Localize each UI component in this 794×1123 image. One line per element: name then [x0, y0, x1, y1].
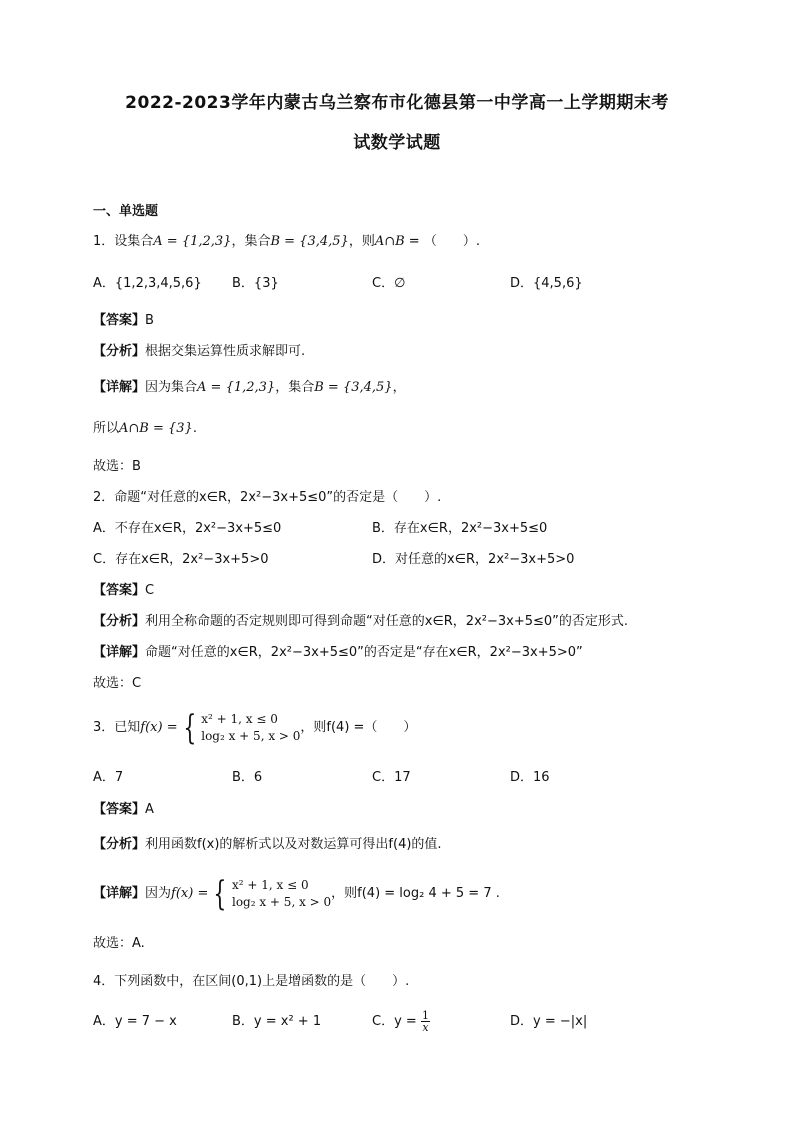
q1-option-b: B．{3} — [232, 276, 279, 291]
q3-answer-value: A — [145, 802, 154, 817]
q4-option-a: A．y = 7 − x — [93, 1014, 177, 1029]
left-brace: { — [213, 873, 227, 914]
q1-analysis-text: 根据交集运算性质求解即可. — [145, 344, 306, 359]
detail-tag: 【详解】 — [93, 645, 146, 660]
q4-stem: 4．下列函数中，在区间(0,1)上是增函数的是（ ）. — [93, 974, 410, 989]
answer-tag: 【答案】 — [93, 583, 146, 598]
q2-answer — [93, 581, 154, 601]
q4-option-d: D．y = −|x| — [510, 1014, 588, 1029]
q1-option-d: D．{4,5,6} — [510, 276, 583, 291]
q1-detail-mid: ，集合 — [275, 380, 315, 395]
q2-option-b: B．存在x∈R，2x²−3x+5≤0 — [372, 521, 548, 536]
q2-option-d: D．对任意的x∈R，2x²−3x+5>0 — [372, 552, 575, 567]
q1-stem-end: = （ ）. — [404, 234, 480, 249]
q1-setB: B = {3,4,5} — [270, 234, 349, 249]
q1-therefore-expr: A∩B = {3} — [119, 421, 193, 436]
q3-detail-case1: x² + 1, x ≤ 0 — [231, 877, 309, 892]
q2-detail-text: 命题“对任意的x∈R，2x²−3x+5≤0”的否定是“存在x∈R，2x²−3x+5>0” — [145, 645, 583, 660]
q1-analysis — [93, 342, 305, 362]
q3-detail-cases — [232, 877, 331, 911]
q1-therefore-end: . — [192, 421, 197, 436]
q1-detail — [93, 378, 406, 398]
q1-detail-setA: A = {1,2,3} — [197, 380, 276, 395]
q3-detail-post: ，则f(4) = log₂ 4 + 5 = 7 . — [331, 886, 500, 901]
q1-setA: A = {1,2,3} — [153, 234, 232, 249]
q2-stem: 2．命题“对任意的x∈R，2x²−3x+5≤0”的否定是（ ）. — [93, 490, 442, 505]
fraction-denominator: x — [422, 1021, 429, 1034]
q2-option-c: C．存在x∈R，2x²−3x+5>0 — [93, 552, 269, 567]
q4-option-c — [372, 1004, 430, 1040]
q1-therefore — [93, 419, 197, 439]
q3-case2: log₂ x + 5, x > 0 — [201, 728, 301, 743]
q1-detail-pre: 因为集合 — [145, 380, 198, 395]
detail-tag: 【详解】 — [93, 886, 146, 901]
analysis-tag: 【分析】 — [93, 344, 146, 359]
q1-therefore-pre: 所以 — [93, 421, 120, 436]
detail-tag: 【详解】 — [93, 380, 146, 395]
q3-choose: 故选：A. — [93, 936, 145, 951]
q3-analysis-text: 利用函数f(x)的解析式以及对数运算可得出f(4)的值. — [145, 837, 442, 852]
q2-analysis-text: 利用全称命题的否定规则即可得到命题“对任意的x∈R，2x²−3x+5≤0”的否定形式. — [145, 614, 629, 629]
q3-option-b: B．6 — [232, 770, 263, 785]
q1-stem-mid2: ，则 — [348, 234, 375, 249]
q3-answer — [93, 800, 154, 820]
q3-option-c: C．17 — [372, 770, 411, 785]
section-heading: 一、单选题 — [93, 204, 159, 219]
left-brace: { — [182, 707, 196, 748]
q1-stem-mid: ，集合 — [231, 234, 271, 249]
q2-detail — [93, 643, 583, 663]
q3-case1: x² + 1, x ≤ 0 — [201, 711, 278, 726]
q1-stem — [93, 232, 480, 252]
q1-answer-value: B — [145, 313, 154, 328]
q3-stem — [93, 707, 417, 748]
analysis-tag: 【分析】 — [93, 614, 146, 629]
q3-fx: f(x) = — [140, 720, 178, 735]
q1-detail-setB: B = {3,4,5} — [314, 380, 393, 395]
analysis-tag: 【分析】 — [93, 837, 146, 852]
q3-cases — [201, 711, 300, 745]
q1-option-c: C．∅ — [372, 276, 406, 291]
doc-title-line1: 2022-2023学年内蒙古乌兰察布市化德县第一中学高一上学期期末考 — [125, 93, 669, 113]
doc-title-line2: 试数学试题 — [353, 133, 441, 153]
q3-detail-fx: f(x) = — [171, 886, 209, 901]
q2-choose: 故选：C — [93, 676, 142, 691]
q1-answer — [93, 311, 154, 331]
q2-analysis — [93, 612, 628, 632]
q4-option-c-label: C．y = — [372, 1014, 421, 1029]
q1-detail-end: ， — [392, 380, 406, 395]
q1-expr: A∩B — [374, 234, 405, 249]
q3-stem-post: ，则f(4) =（ ） — [300, 720, 417, 735]
q3-detail-case2: log₂ x + 5, x > 0 — [231, 894, 332, 909]
answer-tag: 【答案】 — [93, 802, 146, 817]
q3-option-a: A．7 — [93, 770, 124, 785]
q2-answer-value: C — [145, 583, 155, 598]
q3-analysis — [93, 835, 442, 855]
answer-tag: 【答案】 — [93, 313, 146, 328]
q3-detail-pre: 因为 — [145, 886, 172, 901]
q1-option-a: A．{1,2,3,4,5,6} — [93, 276, 202, 291]
q2-option-a: A．不存在x∈R，2x²−3x+5≤0 — [93, 521, 282, 536]
q3-option-d: D．16 — [510, 770, 550, 785]
q4-option-c-fraction — [421, 1010, 430, 1033]
fraction-numerator: 1 — [421, 1009, 429, 1022]
q1-choose: 故选：B — [93, 459, 141, 474]
q3-detail — [93, 873, 500, 914]
q1-stem-pre: 1．设集合 — [93, 234, 154, 249]
q4-option-b: B．y = x² + 1 — [232, 1014, 322, 1029]
q3-stem-pre: 3．已知 — [93, 720, 141, 735]
